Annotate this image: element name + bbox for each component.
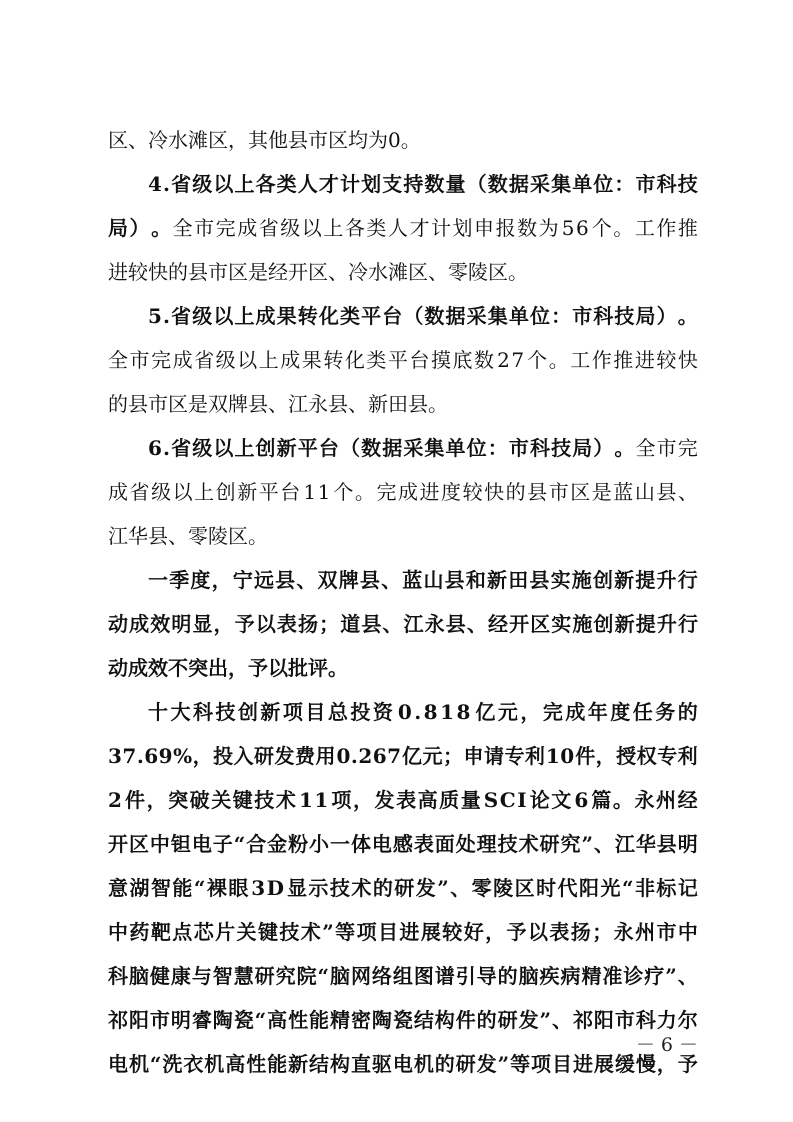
text-line: 成 省 级 以 上 创 新 平 台 1 1 个 。 完 成 进 度 较 快 的 县 市 区 是 蓝 山 县 、 <box>108 480 698 504</box>
text-line: 一 季 度 ， 宁 远 县 、 双 牌 县 、 蓝 山 县 和 新 田 县 实 施 创 新 提 升 行 <box>148 568 698 592</box>
text-line: 的 县 市 区 是 双 牌 县 、 江 永 县 、 新 田 县 。 <box>108 392 448 416</box>
text-line: 电 机 “ 洗 衣 机 高 性 能 新 结 构 直 驱 电 机 的 研 发 ” 等 项 目 进 展 缓 慢 ， 予 <box>108 1052 698 1076</box>
text-line: 动 成 效 不 突 出 ， 予 以 批 评 。 <box>108 656 348 680</box>
text-line: 全 市 完 成 省 级 以 上 成 果 转 化 类 平 台 摸 底 数 2 7 个 。 工 作 推 进 较 快 <box>108 348 698 372</box>
page-number: － 6 － <box>635 1034 698 1056</box>
text-line: 开 区 中 钽 电 子 “ 合 金 粉 小 一 体 电 感 表 面 处 理 技 术 研 究 ” 、 江 华 县 明 <box>108 832 698 856</box>
text-line: 动 成 效 明 显 ， 予 以 表 扬 ； 道 县 、 江 永 县 、 经 开 区 实 施 创 新 提 升 行 <box>108 612 698 636</box>
text-line: 江 华 县 、 零 陵 区 。 <box>108 524 268 548</box>
text-line: 进 较 快 的 县 市 区 是 经 开 区 、 冷 水 滩 区 、 零 陵 区 。 <box>108 260 528 284</box>
body-text <box>108 118 698 1086</box>
text-line: 科 脑 健 康 与 智 慧 研 究 院 “ 脑 网 络 组 图 谱 引 导 的 脑 疾 病 精 准 诊 疗 ” 、 <box>108 964 698 988</box>
text-line: 5 . 省 级 以 上 成 果 转 化 类 平 台 （ 数 据 采 集 单 位 ： 市 科 技 局 ） 。 <box>148 304 698 328</box>
text-line: 区 、 冷 水 滩 区 ， 其 他 县 市 区 均 为 0 。 <box>108 128 421 152</box>
text-line: 3 7 . 6 9 % ， 投 入 研 发 费 用 0 . 2 6 7 亿 元 ； 申 请 专 利 1 0 件 ， 授 权 专 利 <box>108 744 698 768</box>
text-line: 祁 阳 市 明 睿 陶 瓷 “ 高 性 能 精 密 陶 瓷 结 构 件 的 研 发 ” 、 祁 阳 市 科 力 尔 <box>108 1008 698 1032</box>
text-line: 十 大 科 技 创 新 项 目 总 投 资 0 . 8 1 8 亿 元 ， 完 成 年 度 任 务 的 <box>148 700 698 724</box>
text-line: 中 药 靶 点 芯 片 关 键 技 术 ” 等 项 目 进 展 较 好 ， 予 以 表 扬 ； 永 州 市 中 <box>108 920 698 944</box>
text-line: 意 湖 智 能 “ 裸 眼 3 D 显 示 技 术 的 研 发 ” 、 零 陵 区 时 代 阳 光 “ 非 标 记 <box>108 876 698 900</box>
text-line: 4 . 省 级 以 上 各 类 人 才 计 划 支 持 数 量 （ 数 据 采 集 单 位 ： 市 科 技 <box>148 172 698 196</box>
text-line: 6 . 省 级 以 上 创 新 平 台 （ 数 据 采 集 单 位 ： 市 科 技 局 ） 。 全 市 完 <box>148 436 698 460</box>
text-line: 局 ） 。 全 市 完 成 省 级 以 上 各 类 人 才 计 划 申 报 数 为 5 6 个 。 工 作 推 <box>108 216 698 240</box>
text-line: 2 件 ， 突 破 关 键 技 术 1 1 项 ， 发 表 高 质 量 S C I 论 文 6 篇 。 永 州 经 <box>108 788 698 812</box>
